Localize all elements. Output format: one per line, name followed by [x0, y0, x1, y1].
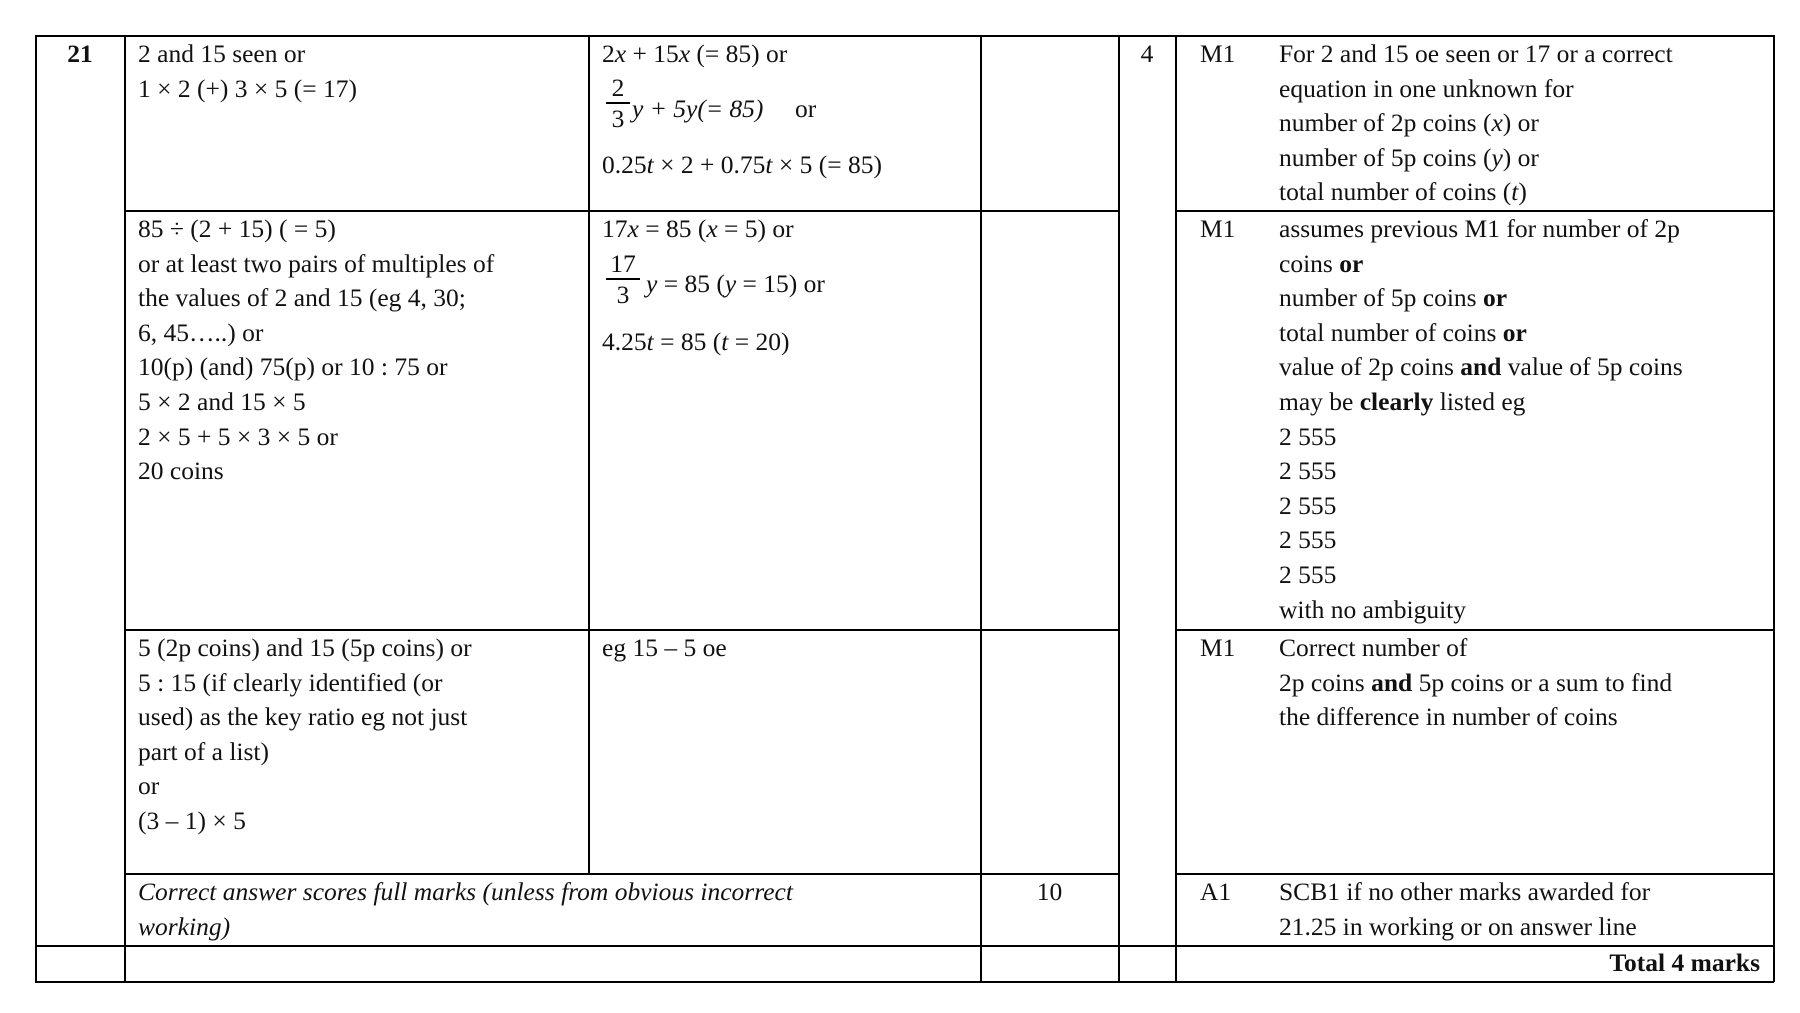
row1-note-line: equation in one unknown for [1279, 73, 1574, 103]
row3-answer [138, 631, 472, 839]
row2-notes [1279, 212, 1683, 627]
row4-note-line: 21.25 in working or on answer line [1279, 911, 1637, 941]
row2-note-line: 2 555 [1279, 559, 1337, 589]
row3-note-line: Correct number of [1279, 633, 1468, 662]
row2-answer [138, 212, 494, 489]
row1-answer-line: 1 × 2 (+) 3 × 5 (= 17) [138, 73, 357, 103]
row3-note-line: 2p coins and 5p coins or a sum to find [1279, 667, 1673, 697]
row1-note-line: number of 5p coins (y) or [1279, 142, 1539, 172]
col-divider-mark [1118, 35, 1120, 982]
row2-answer-line: 85 ÷ (2 + 15) ( = 5) [138, 214, 336, 243]
row4-notes [1279, 875, 1650, 944]
total-marks: Total 4 marks [1609, 948, 1760, 977]
row1-notes [1279, 37, 1673, 210]
row2-note-line: value of 2p coins and value of 5p coins [1279, 352, 1683, 382]
row-divider-4 [35, 945, 1774, 947]
total-mark: 4 [1140, 39, 1154, 68]
row2-answer-line: 2 × 5 + 5 × 3 × 5 or [138, 421, 338, 451]
row1-working-frac-expr: y + 5y(= 85) [632, 94, 764, 123]
row2-note-line: number of 5p coins or [1279, 283, 1508, 313]
row2-note-line: may be clearly listed eg [1279, 386, 1526, 416]
row1-working-eq1: 2x + 15x (= 85) or [602, 39, 788, 68]
row2-answer-line: 10(p) (and) 75(p) or 10 : 75 or [138, 352, 448, 382]
row1-working-fraction: 2 3 [606, 74, 630, 132]
row2-note-line: assumes previous M1 for number of 2p [1279, 214, 1680, 243]
row3-notes [1279, 631, 1672, 735]
row2-note-line: coins or [1279, 248, 1364, 278]
row2-note-line: 2 555 [1279, 456, 1337, 486]
row2-working-eq3: 4.25t = 85 (t = 20) [602, 327, 790, 356]
row1-working-or: or [795, 94, 817, 123]
row2-working-eq1: 17x = 85 (x = 5) or [602, 214, 794, 243]
col-divider-left [35, 35, 37, 982]
row2-note-line: 2 555 [1279, 421, 1337, 451]
row1-answer-line: 2 and 15 seen or [138, 39, 306, 68]
row2-answer-line: or at least two pairs of multiples of [138, 248, 495, 278]
row3-answer-line: (3 – 1) × 5 [138, 805, 246, 835]
row3-answer-line: 5 (2p coins) and 15 (5p coins) or [138, 633, 472, 662]
row2-answer-line: 20 coins [138, 456, 224, 486]
row3-answer-line: part of a list) [138, 736, 269, 766]
row2-note-line: 2 555 [1279, 525, 1337, 555]
col-divider-answer [588, 35, 590, 873]
row2-note-line: total number of coins or [1279, 317, 1527, 347]
row1-note-line: number of 2p coins (x) or [1279, 108, 1539, 138]
row1-code: M1 [1200, 39, 1236, 68]
row4-note-line: SCB1 if no other marks awarded for [1279, 877, 1651, 906]
row1-note-line: For 2 and 15 oe seen or 17 or a correct [1279, 39, 1673, 68]
row2-code: M1 [1200, 214, 1236, 243]
row2-working-frac-expr: y = 85 (y = 15) or [646, 269, 825, 298]
row2-note-line: with no ambiguity [1279, 594, 1466, 624]
row2-working-fraction: 17 3 [606, 250, 640, 308]
row3-answer-line: 5 : 15 (if clearly identified (or [138, 667, 443, 697]
row1-note-line: total number of coins (t) [1279, 177, 1527, 207]
col-divider-qnum [124, 35, 126, 982]
row2-answer-line: the values of 2 and 15 (eg 4, 30; [138, 283, 466, 313]
col-divider-total [1175, 35, 1177, 982]
row4-answer-line: working) [138, 911, 231, 941]
row3-answer-line: used) as the key ratio eg not just [138, 702, 468, 732]
row2-answer-line: 5 × 2 and 15 × 5 [138, 386, 306, 416]
col-divider-right [1773, 35, 1775, 982]
row4-answer [138, 875, 793, 944]
row1-working-eq3: 0.25t × 2 + 0.75t × 5 (= 85) [602, 150, 882, 179]
row1-answer [138, 37, 357, 106]
table-border-bottom [35, 981, 1774, 983]
row2-note-line: 2 555 [1279, 490, 1337, 520]
row4-code: A1 [1200, 877, 1232, 906]
row2-answer-line: 6, 45…..) or [138, 317, 264, 347]
col-divider-working [980, 35, 982, 982]
row3-note-line: the difference in number of coins [1279, 702, 1618, 732]
question-number: 21 [67, 39, 93, 68]
row3-answer-line: or [138, 771, 160, 801]
row4-answer-line: Correct answer scores full marks (unless from obvious incorrect [138, 877, 793, 906]
row3-working: eg 15 – 5 oe [602, 633, 727, 662]
row3-code: M1 [1200, 633, 1236, 662]
row4-mark: 10 [1036, 877, 1063, 906]
